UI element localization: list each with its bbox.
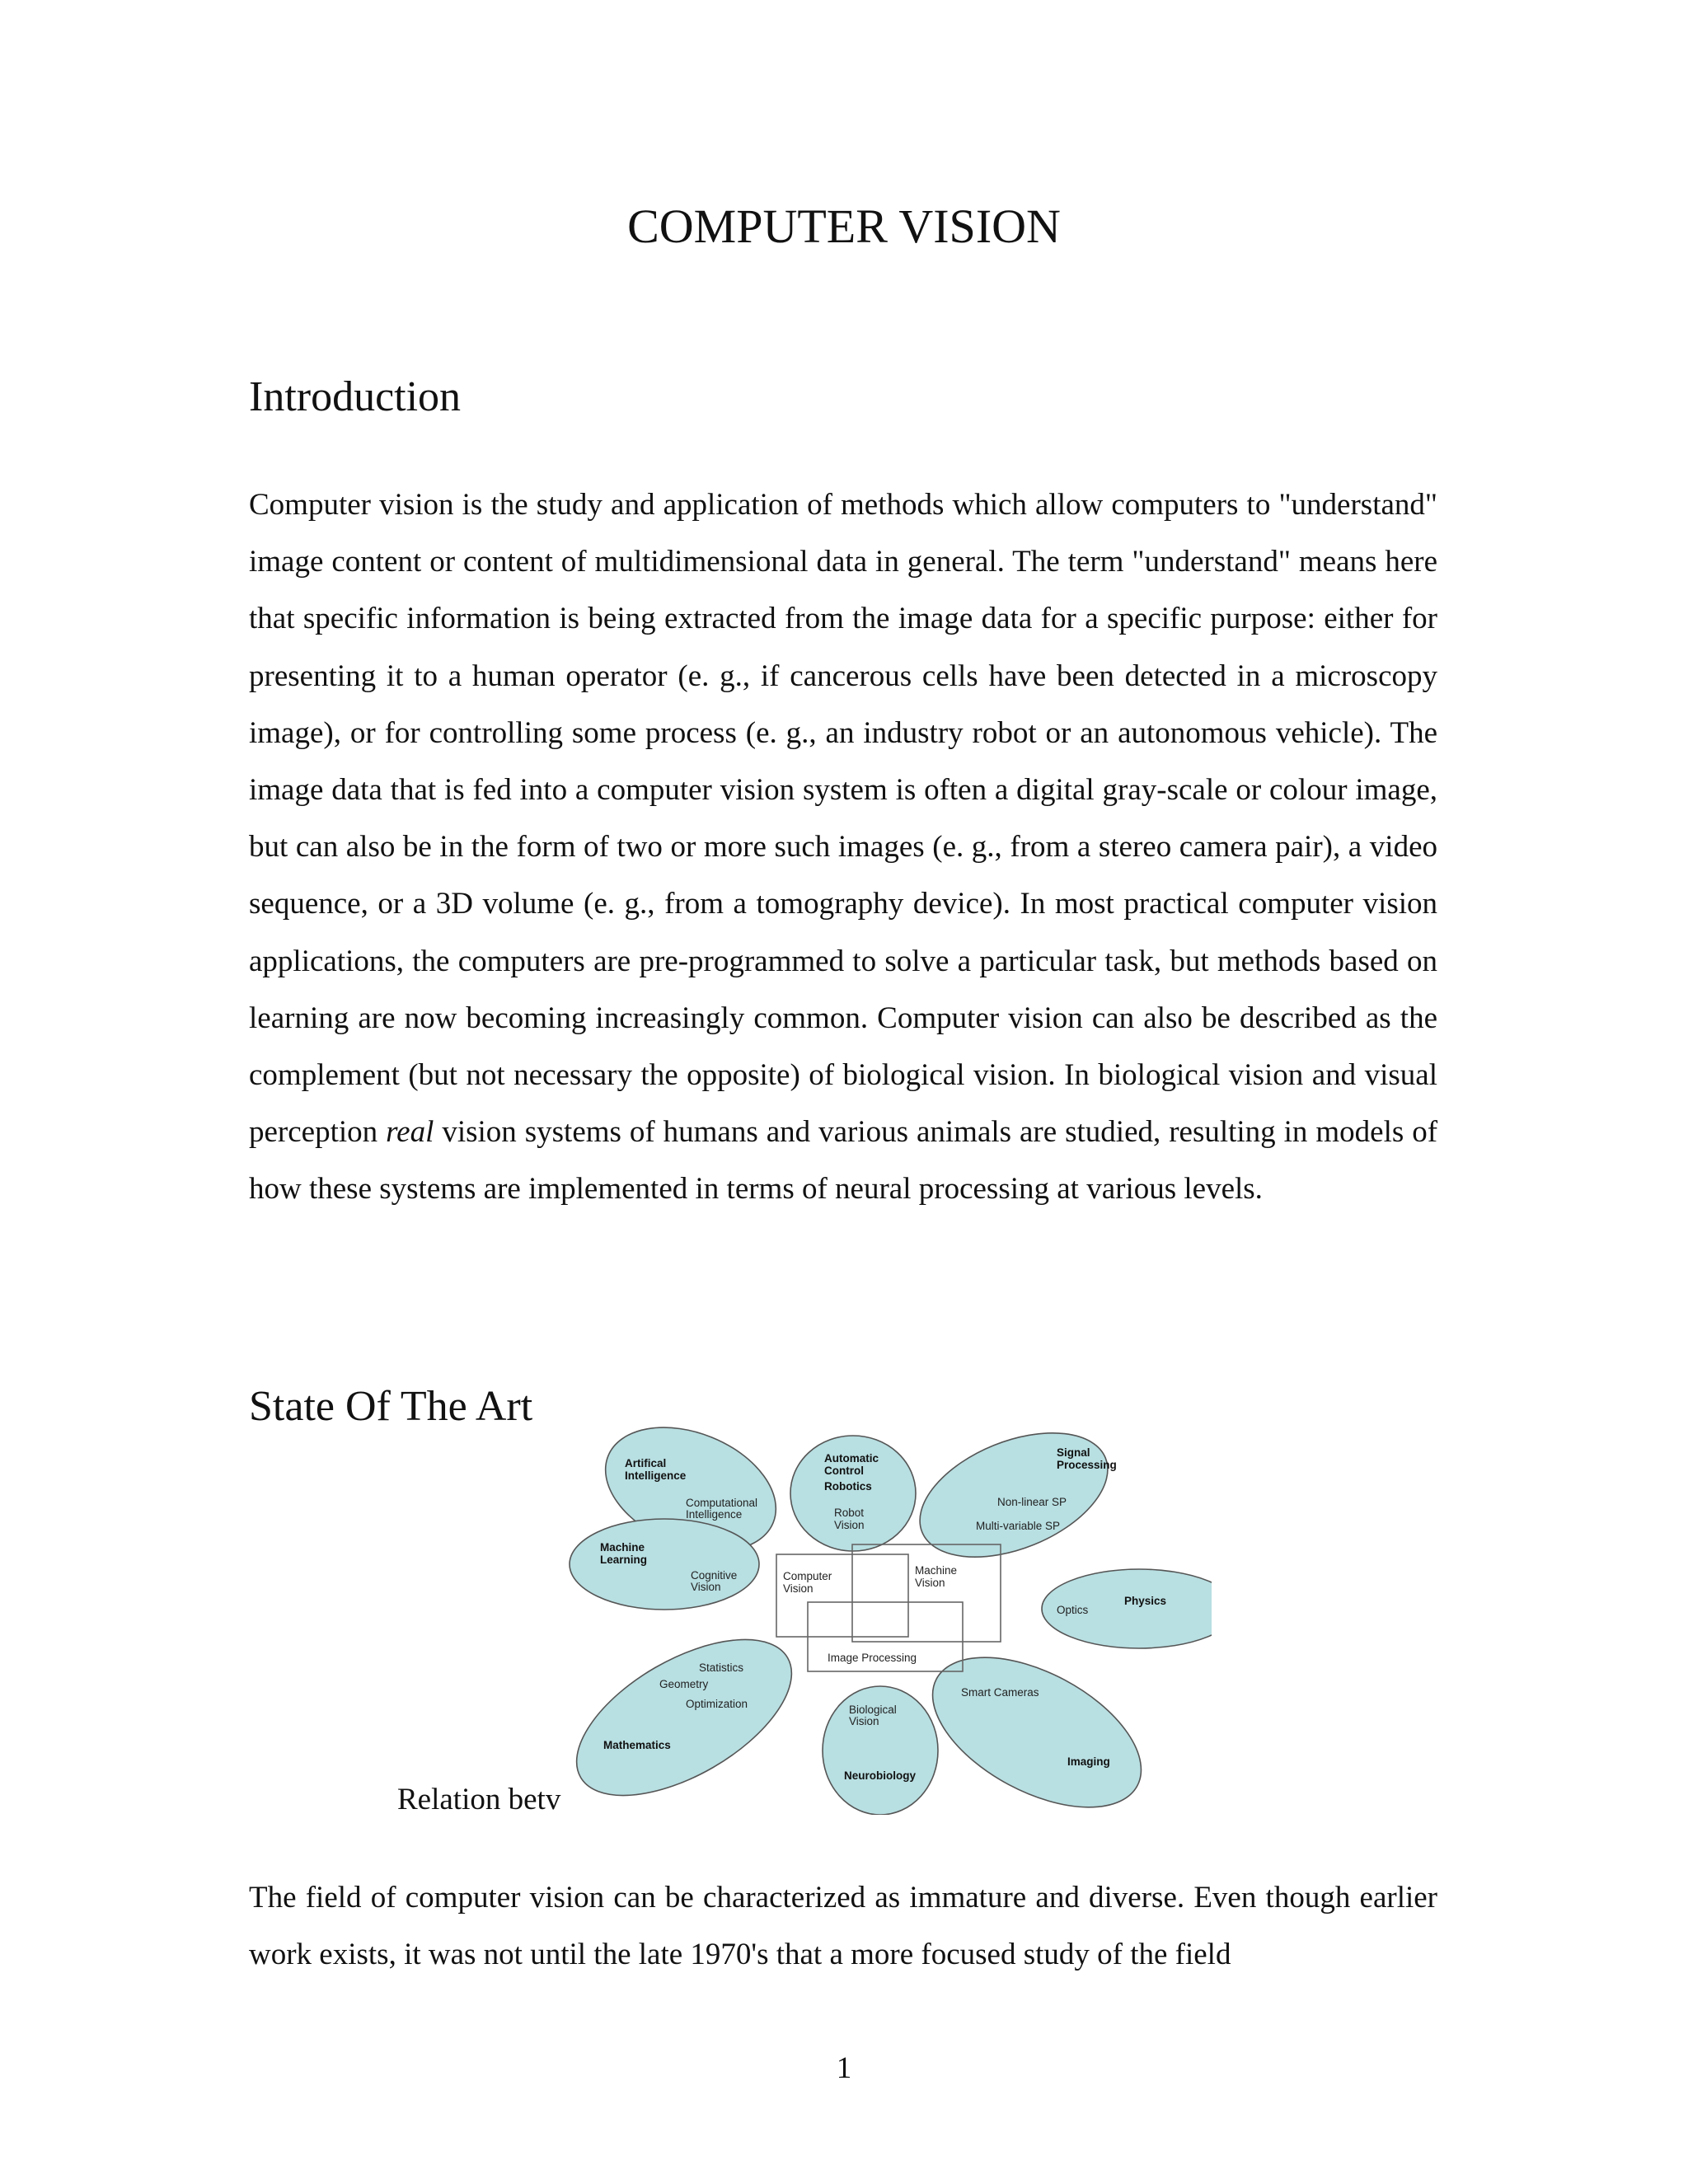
neuro-sub-1: Biological xyxy=(849,1704,897,1716)
signal-label-2: Processing xyxy=(1057,1459,1117,1471)
signal-sub-1: Non-linear SP xyxy=(997,1496,1067,1508)
ellipse-mathematics xyxy=(569,1608,817,1815)
control-label-1: Automatic xyxy=(824,1452,879,1465)
physics-label: Physics xyxy=(1124,1595,1167,1607)
introduction-paragraph xyxy=(249,476,1437,1218)
ai-sub-1: Computational xyxy=(686,1497,758,1509)
box-machine-vision xyxy=(852,1544,1001,1642)
control-sub-2: Vision xyxy=(834,1519,865,1531)
ellipse-physics xyxy=(1042,1569,1212,1648)
machine-vision-label-2: Vision xyxy=(915,1577,945,1589)
box-computer-vision xyxy=(776,1554,908,1637)
computer-vision-label-1: Computer xyxy=(783,1570,832,1582)
ellipse-neurobiology xyxy=(823,1686,938,1815)
control-label-2: Control xyxy=(824,1465,864,1477)
ml-sub-2: Vision xyxy=(691,1581,721,1593)
ellipse-imaging xyxy=(908,1627,1165,1815)
computer-vision-label-2: Vision xyxy=(783,1582,814,1595)
related-fields-diagram xyxy=(569,1419,1212,1815)
page-number: 1 xyxy=(836,2051,852,2085)
signal-sub-2: Multi-variable SP xyxy=(976,1520,1061,1532)
math-label: Mathematics xyxy=(603,1739,671,1751)
intro-text-part-2: vision systems of humans and various animals are studied, resulting in models of how these systems are implemented in terms of neural processing at various levels. xyxy=(249,1115,1438,1207)
ai-label-2: Intelligence xyxy=(625,1469,687,1482)
machine-vision-label-1: Machine xyxy=(915,1564,958,1577)
ml-label-2: Learning xyxy=(600,1554,648,1566)
imaging-sub: Smart Cameras xyxy=(961,1686,1039,1699)
intro-italic-word: real xyxy=(386,1115,434,1150)
ml-label-1: Machine xyxy=(600,1541,645,1554)
imaging-label: Imaging xyxy=(1067,1755,1110,1768)
ellipse-automatic-control xyxy=(790,1436,916,1551)
state-of-the-art-paragraph: The field of computer vision can be characterized as immature and diverse. Even though earlier work exists, it was not until the late 1970's that a more focused study of the field xyxy=(249,1881,1437,1972)
ml-sub-1: Cognitive xyxy=(691,1569,738,1582)
heading-introduction: Introduction xyxy=(249,373,462,420)
neuro-sub-2: Vision xyxy=(849,1715,879,1727)
intro-text-part-1: Computer vision is the study and application of methods which allow computers to "understand" image content or content of multidimensional data in general. The term "understand" means here that specific information is being extracted from the image data for a specific purpose: either for presenting it to a human operator (e. g., if cancerous cells have been detected in a microscopy image), or for controlling some process (e. g., an industry robot or an autonomous vehicle). The image data that is fed into a computer vision system is often a digital gray-scale or colour image, but can also be in the form of two or more such images (e. g., from a stereo camera pair), a video sequence, or a 3D volume (e. g., from a tomography device). In most practical computer vision applications, the computers are pre-programmed to solve a particular task, but methods based on learning are now becoming increasingly common. Computer vision can also be described as the complement (but not necessary the opposite) of biological vision. In biological vision and visual perception xyxy=(249,488,1437,1150)
math-sub-3: Optimization xyxy=(686,1698,748,1710)
signal-label-1: Signal xyxy=(1057,1446,1090,1459)
ai-label-1: Artifical xyxy=(625,1457,667,1469)
ai-sub-2: Intelligence xyxy=(686,1508,743,1521)
ellipse-machine-learning xyxy=(570,1519,759,1610)
ellipse-signal-processing xyxy=(902,1419,1125,1582)
central-boxes xyxy=(776,1544,1001,1671)
math-sub-1: Statistics xyxy=(699,1661,744,1674)
physics-sub: Optics xyxy=(1057,1604,1089,1616)
figure-caption: Relation betv xyxy=(397,1783,561,1816)
control-label-3: Robotics xyxy=(824,1480,872,1493)
control-sub-1: Robot xyxy=(834,1507,865,1519)
neuro-label: Neurobiology xyxy=(844,1769,916,1782)
heading-state-of-the-art: State Of The Art xyxy=(249,1383,533,1430)
image-processing-label: Image Processing xyxy=(828,1652,917,1664)
math-sub-2: Geometry xyxy=(659,1678,709,1690)
document-title: COMPUTER VISION xyxy=(627,199,1061,253)
